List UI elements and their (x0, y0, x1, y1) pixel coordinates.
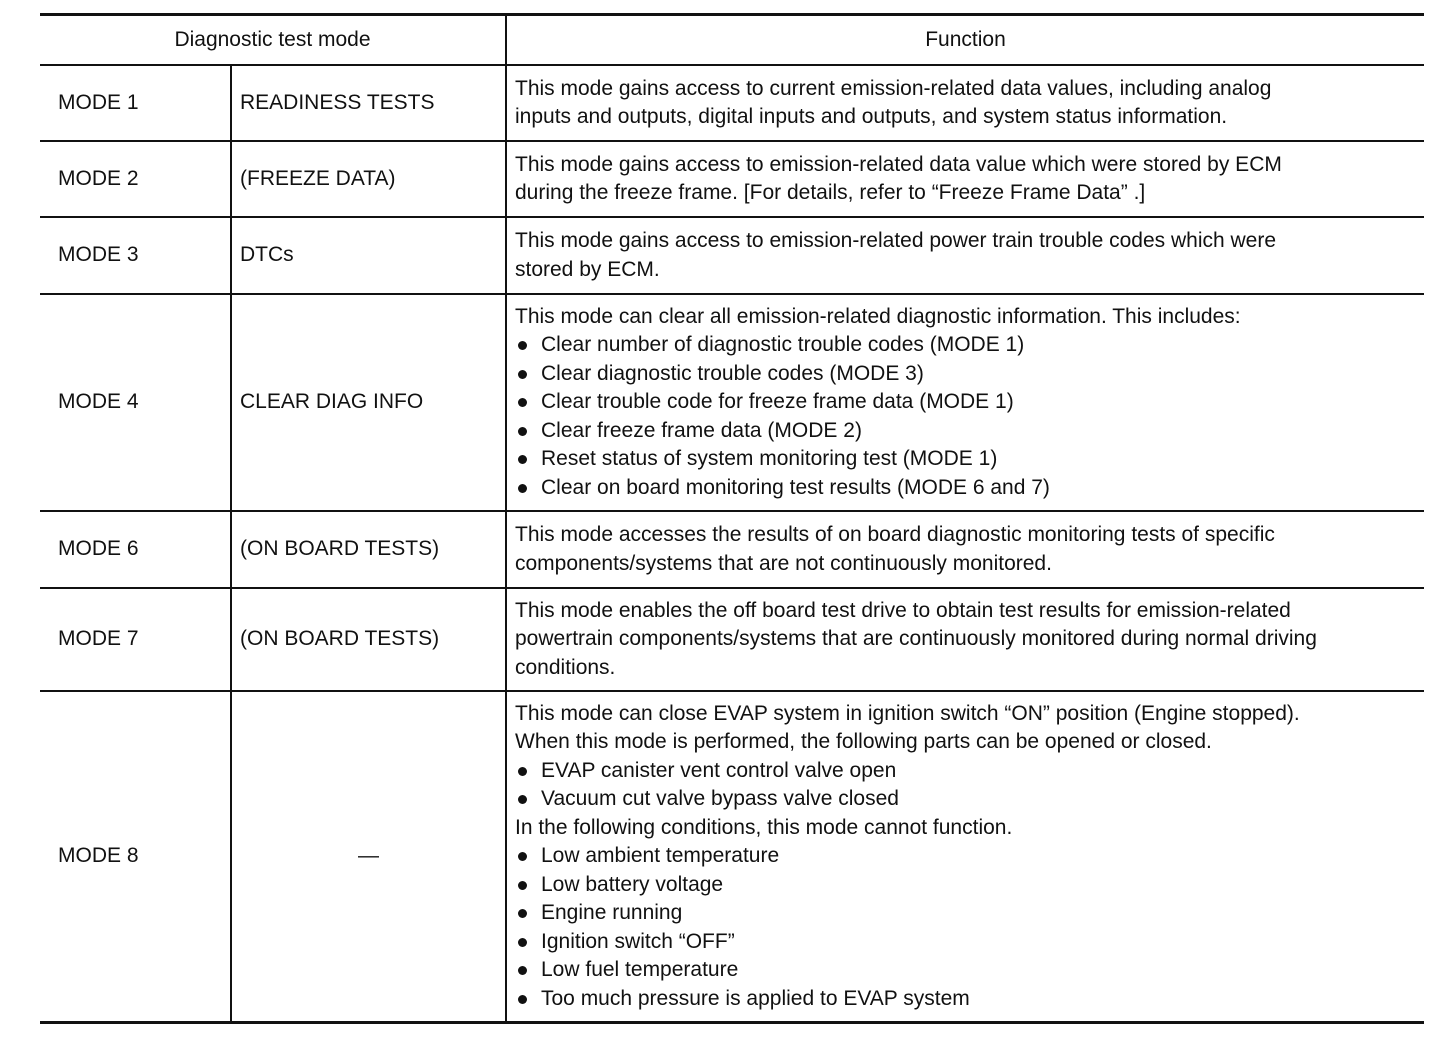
function-cell (507, 589, 1424, 690)
bullet-text: Low battery voltage (541, 872, 724, 896)
header-function (507, 16, 1424, 64)
mode-name-cell (240, 512, 502, 587)
bullet-item (515, 899, 682, 928)
mode-cell (58, 589, 228, 690)
bullet-text: Low ambient temperature (541, 844, 780, 868)
bullet-dot-icon (518, 455, 527, 464)
function-text: This mode gains access to current emission-related data values, including analog (515, 76, 1272, 100)
bullet-dot-icon (518, 995, 527, 1004)
function-text: during the freeze frame. [For details, refer to “Freeze Frame Data” .] (515, 181, 1146, 204)
function-cell (507, 295, 1424, 510)
bullet-dot-icon (518, 938, 527, 947)
function-text: This mode gains access to emission-related power train trouble codes which were (515, 229, 1277, 252)
bullet-text: Reset status of system monitoring test (MODE 1) (541, 447, 998, 471)
mode-label: MODE 4 (58, 390, 139, 414)
bullet-item (515, 757, 896, 786)
bullet-item (515, 956, 738, 985)
mode-label: MODE 3 (58, 243, 139, 267)
bullet-text: EVAP canister vent control valve open (541, 758, 897, 782)
bullet-dot-icon (518, 341, 527, 350)
mode-cell (58, 512, 228, 587)
bullet-item (515, 871, 723, 900)
bullet-text: Low fuel temperature (541, 958, 739, 982)
header-mode-label: Diagnostic test mode (174, 27, 371, 51)
mode-name: DTCs (240, 243, 294, 267)
bullet-item (515, 417, 862, 446)
mode-cell (58, 295, 228, 510)
mode-name-cell (240, 218, 502, 293)
bullet-text: Clear on board monitoring test results (MODE 6 and 7) (541, 475, 1050, 499)
bullet-text: Vacuum cut valve bypass valve closed (541, 787, 899, 811)
bullet-item (515, 331, 1024, 360)
mode-cell (58, 66, 228, 140)
mode-label: MODE 2 (58, 166, 139, 190)
mode-name-cell (232, 692, 505, 1021)
mode-name-cell (240, 142, 502, 216)
function-text: This mode can clear all emission-related diagnostic information. This includes: (515, 304, 1241, 328)
table-bottom-rule (40, 1021, 1424, 1024)
function-text: This mode gains access to emission-related data value which were stored by ECM (515, 152, 1282, 176)
bullet-dot-icon (518, 427, 527, 436)
bullet-text: Clear diagnostic trouble codes (MODE 3) (541, 361, 924, 385)
mode-cell (58, 692, 228, 1021)
bullet-item (515, 985, 970, 1014)
bullet-text: Clear trouble code for freeze frame data (MODE 1) (541, 390, 1014, 414)
mode-label: MODE 6 (58, 537, 139, 561)
mode-name: CLEAR DIAG INFO (240, 390, 424, 414)
bullet-text: Ignition switch “OFF” (541, 929, 735, 953)
function-cell (507, 66, 1424, 140)
bullet-item (515, 445, 997, 474)
header-function-label: Function (925, 27, 1006, 51)
function-text: This mode accesses the results of on board diagnostic monitoring tests of specific (515, 523, 1275, 546)
function-text: powertrain components/systems that are continuously monitored during normal driving (515, 627, 1317, 651)
function-text: stored by ECM. (515, 257, 660, 281)
bullet-dot-icon (518, 881, 527, 890)
bullet-item (515, 928, 735, 957)
bullet-dot-icon (518, 852, 527, 861)
bullet-dot-icon (518, 398, 527, 407)
function-cell (507, 512, 1424, 587)
function-text: conditions. (515, 655, 616, 679)
bullet-item (515, 360, 924, 389)
bullet-text: Clear number of diagnostic trouble codes (MODE 1) (541, 333, 1025, 357)
bullet-dot-icon (518, 966, 527, 975)
bullet-dot-icon (518, 370, 527, 379)
mode-label: MODE 7 (58, 627, 139, 651)
function-text: components/systems that are not continuously monitored. (515, 551, 1052, 575)
function-text: This mode enables the off board test drive to obtain test results for emission-related (515, 598, 1291, 622)
bullet-text: Clear freeze frame data (MODE 2) (541, 418, 862, 442)
mode-name-cell (240, 589, 502, 690)
mode-name-dash: — (358, 844, 379, 868)
mode-label: MODE 8 (58, 844, 139, 868)
bullet-item (515, 388, 1014, 417)
mode-name-cell (240, 66, 502, 140)
function-text: In the following conditions, this mode cannot function. (515, 815, 1013, 839)
bullet-item (515, 785, 899, 814)
function-text: This mode can close EVAP system in ignition switch “ON” position (Engine stopped). (515, 701, 1300, 725)
mode-name: (ON BOARD TESTS) (240, 537, 440, 561)
function-text: When this mode is performed, the following parts can be opened or closed. (515, 730, 1212, 754)
function-cell (507, 692, 1424, 1021)
mode-cell (58, 218, 228, 293)
mode-name: (FREEZE DATA) (240, 166, 396, 190)
bullet-dot-icon (518, 767, 527, 776)
bullet-dot-icon (518, 909, 527, 918)
bullet-text: Too much pressure is applied to EVAP system (541, 986, 970, 1010)
mode-cell (58, 142, 228, 216)
function-cell (507, 218, 1424, 293)
bullet-dot-icon (518, 795, 527, 804)
mode-name-cell (240, 295, 502, 510)
mode-name: (ON BOARD TESTS) (240, 627, 440, 651)
bullet-text: Engine running (541, 901, 683, 925)
bullet-dot-icon (518, 484, 527, 493)
bullet-item (515, 842, 779, 871)
mode-name: READINESS TESTS (240, 90, 435, 114)
bullet-item (515, 474, 1050, 503)
mode-label: MODE 1 (58, 90, 139, 114)
function-text: inputs and outputs, digital inputs and outputs, and system status information. (515, 105, 1228, 128)
header-diagnostic-test-mode (40, 16, 505, 64)
function-cell (507, 142, 1424, 216)
